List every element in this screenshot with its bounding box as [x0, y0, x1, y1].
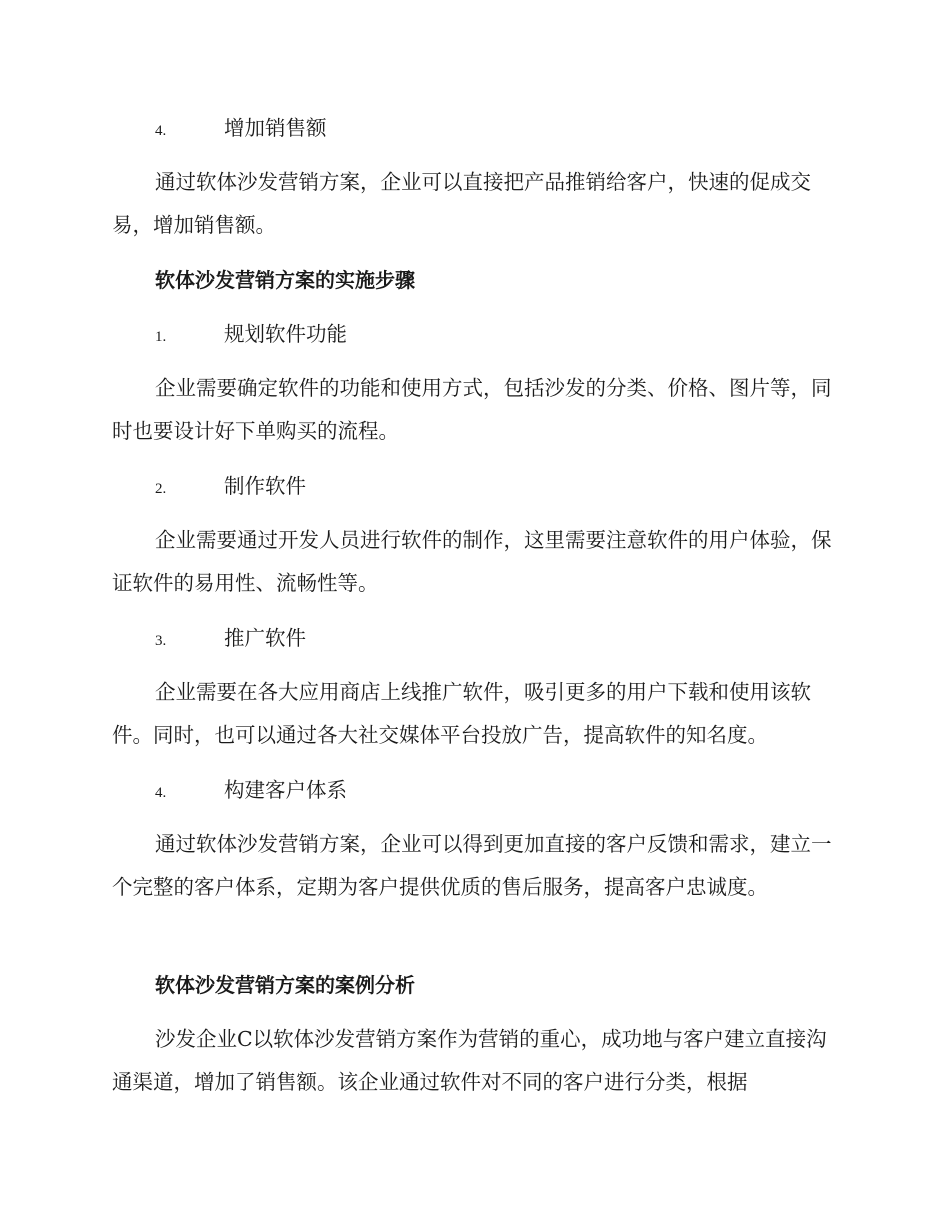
paragraph-step-4: [112, 823, 832, 909]
list-number: 1.: [155, 329, 167, 345]
paragraph-case-analysis: [112, 1018, 832, 1104]
paragraph-text: 企业需要在各大应用商店上线推广软件，吸引更多的用户下载和使用该软件。同时，也可以通过各大社交媒体平台投放广告，提高软件的知名度。: [112, 680, 811, 747]
paragraph-step-1: [112, 367, 832, 453]
list-item-step-3: [155, 624, 815, 655]
paragraph-text: 通过软体沙发营销方案，企业可以得到更加直接的客户反馈和需求，建立一个完整的客户体系，定期为客户提供优质的售后服务，提高客户忠诚度。: [112, 832, 832, 899]
paragraph-text: 通过软体沙发营销方案，企业可以直接把产品推销给客户，快速的促成交易，增加销售额。: [112, 170, 811, 237]
list-number: 3.: [155, 633, 167, 649]
list-label: 增加销售额: [224, 116, 327, 140]
list-item-step-4: [155, 776, 815, 807]
paragraph-text: 沙发企业C以软体沙发营销方案作为营销的重心，成功地与客户建立直接沟通渠道，增加了销售额。该企业通过软件对不同的客户进行分类，根据: [112, 1027, 827, 1094]
list-item-step-2: [155, 472, 815, 503]
list-item-step-1: [155, 320, 815, 351]
list-number: 4.: [155, 785, 167, 801]
list-label: 规划软件功能: [224, 322, 347, 346]
list-label: 推广软件: [224, 626, 306, 650]
list-item-increase-sales: [155, 114, 815, 145]
list-number: 2.: [155, 481, 167, 497]
paragraph-increase-sales: [112, 161, 832, 247]
paragraph-step-2: [112, 519, 832, 605]
paragraph-step-3: [112, 671, 832, 757]
paragraph-text: 企业需要确定软件的功能和使用方式，包括沙发的分类、价格、图片等，同时也要设计好下单购买的流程。: [112, 376, 832, 443]
list-label: 构建客户体系: [224, 778, 347, 802]
list-number: 4.: [155, 123, 167, 139]
paragraph-text: 企业需要通过开发人员进行软件的制作，这里需要注意软件的用户体验，保证软件的易用性、流畅性等。: [112, 528, 832, 595]
section-heading-case-analysis: 软体沙发营销方案的案例分析: [155, 973, 415, 997]
list-label: 制作软件: [224, 474, 306, 498]
section-heading-implementation-steps: 软体沙发营销方案的实施步骤: [155, 268, 415, 292]
